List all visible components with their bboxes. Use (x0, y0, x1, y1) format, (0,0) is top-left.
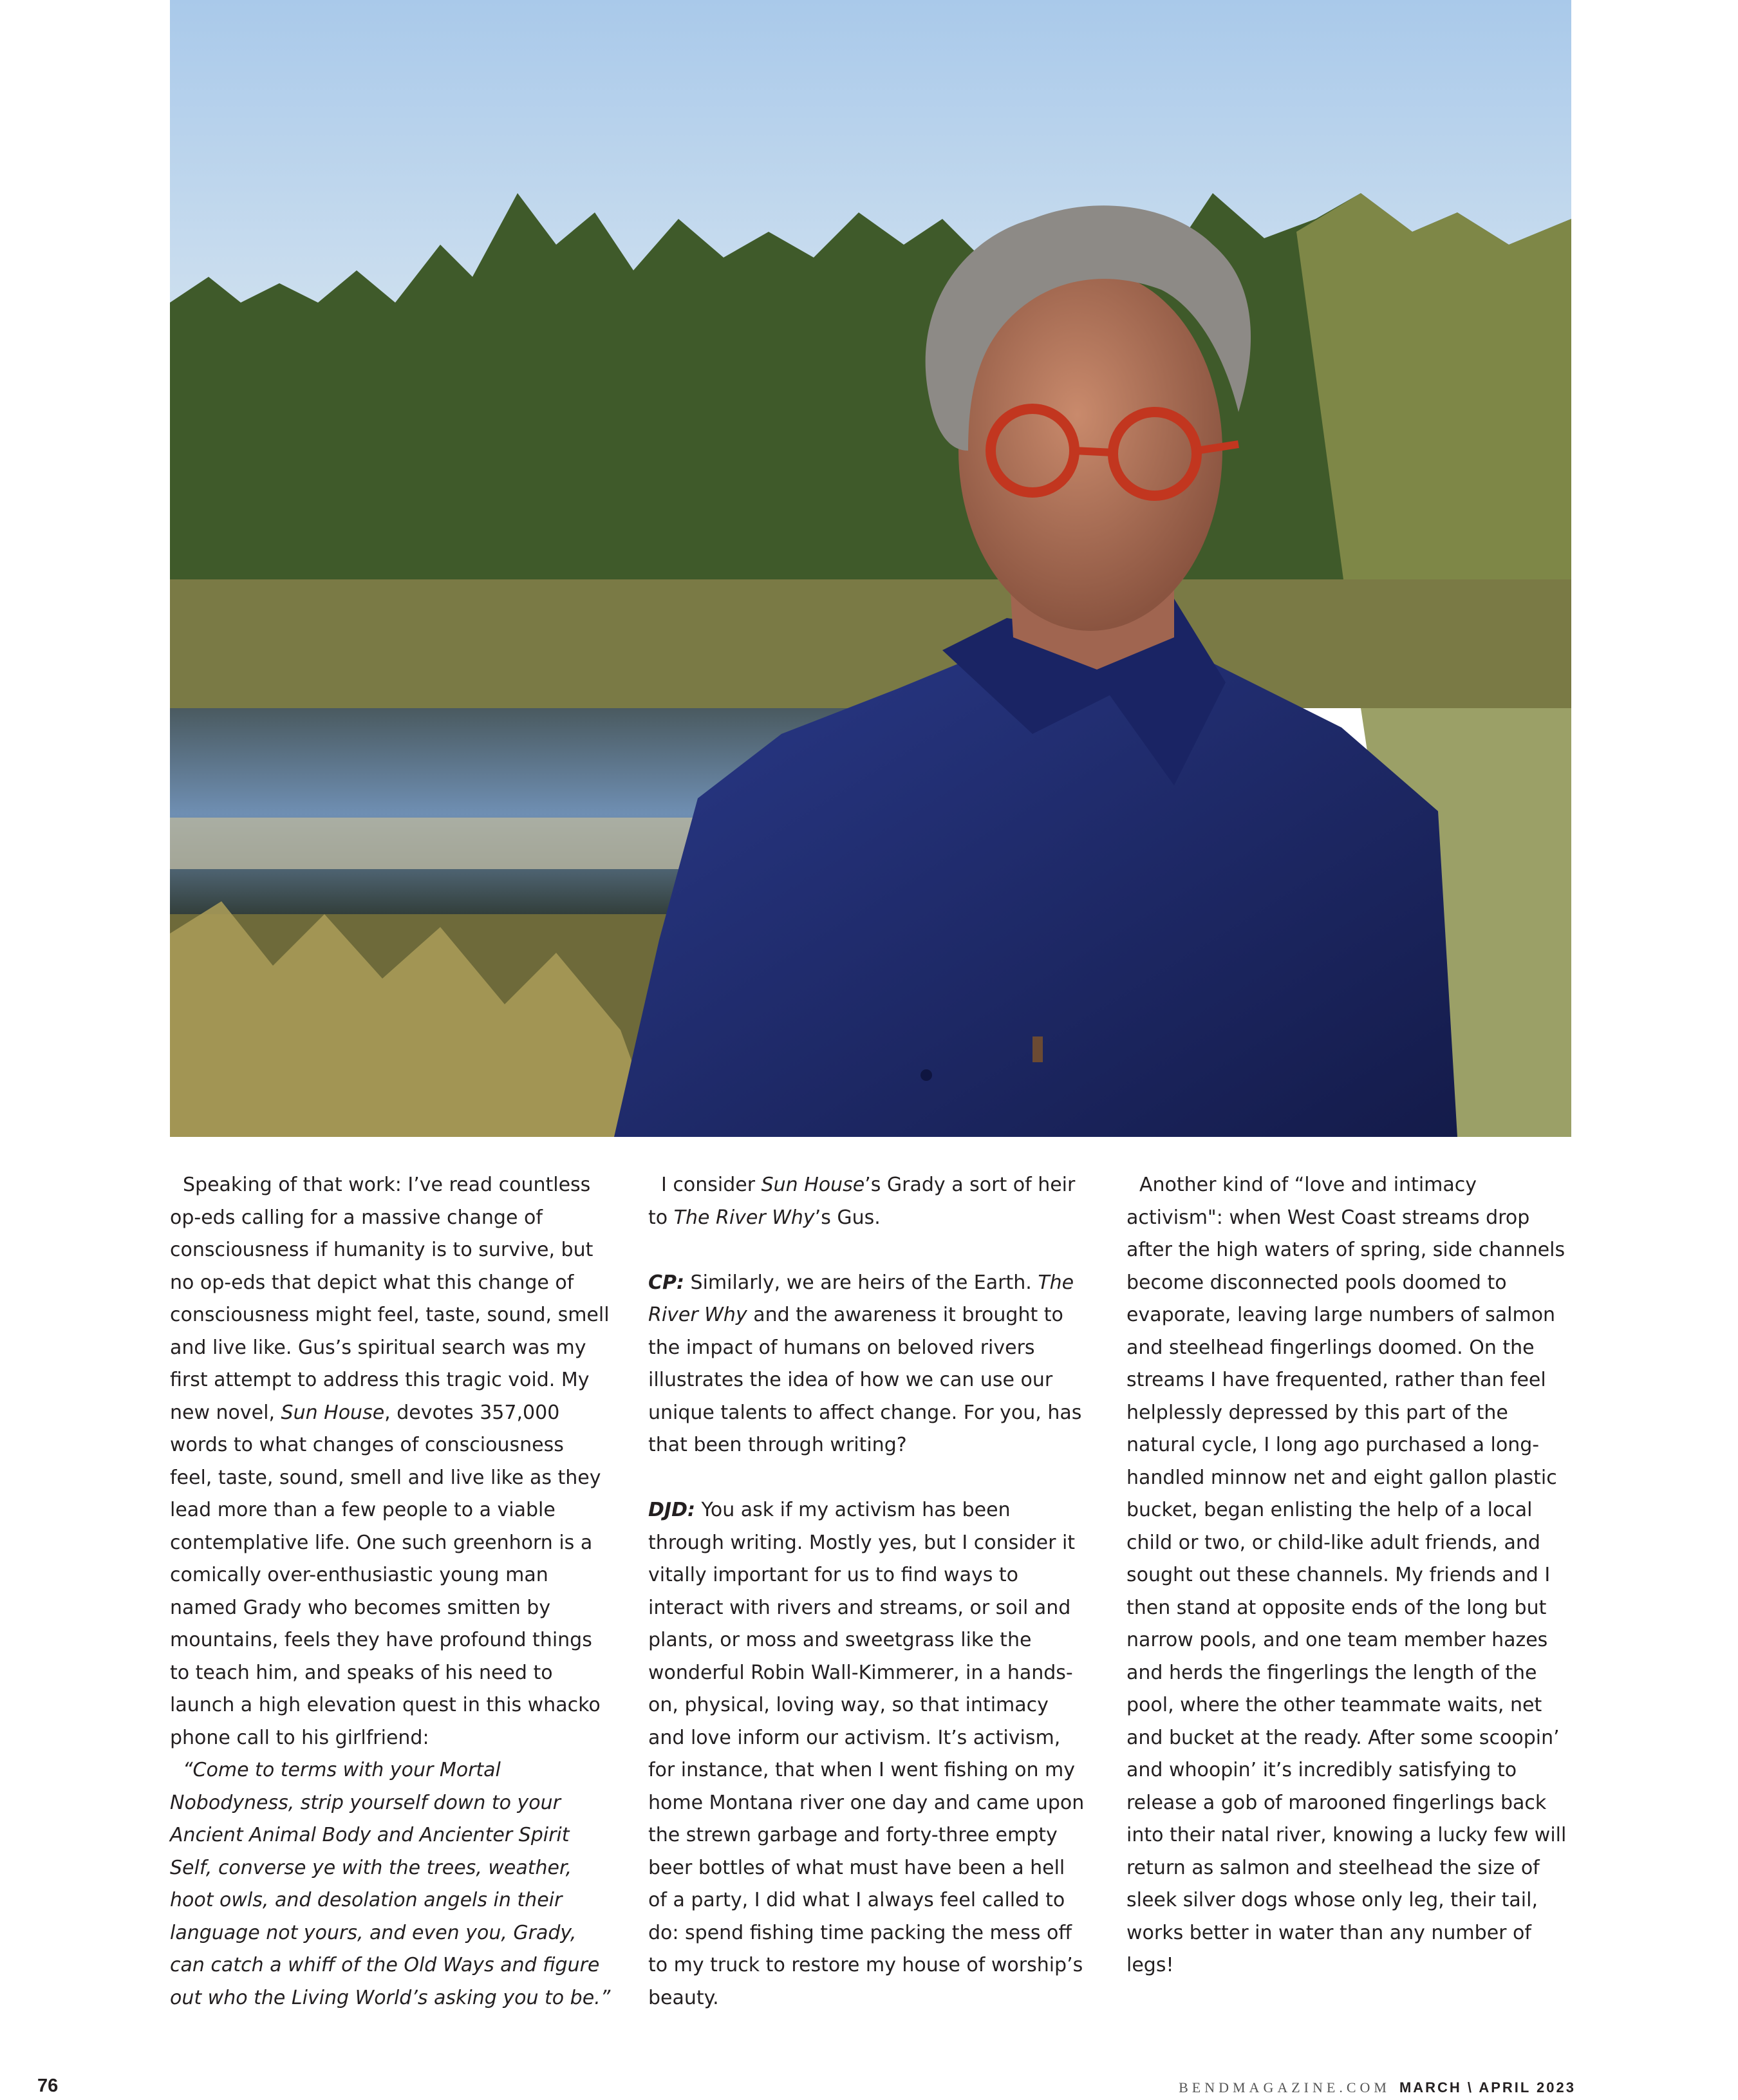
website: BENDMAGAZINE.COM (1179, 2079, 1390, 2095)
speaker-label-djd: DJD: (648, 1499, 695, 1521)
article-column-1 (170, 1169, 611, 2014)
glasses-bridge (1074, 451, 1113, 453)
far-bank (170, 579, 1571, 708)
paragraph: I consider Sun House’s Grady a sort of heir to The River Why’s Gus. (648, 1174, 1076, 1229)
paragraph: Another kind of “love and intimacy activism": when West Coast streams drop after the high waters of spring, side channels become disconnected pools doomed to evaporate, leaving large numbers of salmon and steelhead fingerlings doomed. On the streams I have frequented, rather than feel helplessly depressed by this part of the natural cycle, I long ago purchased a long-handled minnow net and eight gallon plastic bucket, began enlisting the help of a local child or two, or child-like adult friends, and sought out these channels. My friends and I then stand at opposite ends of the long but narrow pools, and one team member hazes and herds the fingerlings the length of the pool, where the other teammate waits, net and bucket at the ready. After some scoopin’ and whoopin’ it’s incredibly satisfying to release a gob of marooned fingerlings back into their natal river, knowing a lucky few will return as salmon and steelhead the size of sleek silver dogs whose only leg, their tail, works better in water than any number of legs! (1126, 1174, 1567, 1976)
portrait-photo (170, 0, 1571, 1137)
shirt-button (920, 1069, 932, 1081)
shirt-tag (1033, 1036, 1043, 1062)
pull-quote: “Come to terms with your Mortal Nobodyness, strip yourself down to your Ancient Animal Body and Ancienter Spirit Self, converse ye with the trees, weather, hoot owls, and desolation angels in their language not yours, and even you, Grady, can catch a whiff of the Old Ways and figure out who the Living World’s asking you to be.” (170, 1759, 611, 2009)
page-number: 76 (37, 2076, 59, 2096)
speaker-label-cp: CP: (648, 1271, 685, 1294)
interview-answer: DJD: You ask if my activism has been through writing. Mostly yes, but I consider it vitally important for us to find ways to interact with rivers and streams, or soil and plants, or moss and sweetgrass like the wonderful Robin Wall-Kimmerer, in a hands-on, physical, loving way, so that intimacy and love inform our activism. It’s activism, for instance, that when I went fishing on my home Montana river one day and came upon the strewn garbage and forty-three empty beer bottles of what must have been a hell of a party, I did what I always feel called to do: spend fishing time packing the mess off to my truck to restore my house of worship’s beauty. (648, 1499, 1085, 2009)
paragraph: Speaking of that work: I’ve read countless op-eds calling for a massive change of consciousness if humanity is to survive, but no op-eds that depict what this change of consciousness might feel, taste, sound, smell and live like. Gus’s spiritual search was my first attempt to address this tragic void. My new novel, Sun House, devotes 357,000 words to what changes of consciousness feel, taste, sound, smell and live like as they lead more than a few people to a viable contemplative life. One such greenhorn is a comically over-enthusiastic young man named Grady who becomes smitten by mountains, feels they have profound things to teach him, and speaks of his need to launch a high elevation quest in this whacko phone call to his girlfriend: (170, 1174, 610, 1749)
interview-question: CP: Similarly, we are heirs of the Earth. The River Why and the awareness it brought to the impact of humans on beloved rivers illustrates the idea of how we can use our unique talents to affect change. For you, has that been through writing? (648, 1271, 1082, 1456)
footer-credit (1179, 2079, 1576, 2096)
article-column-3 (1126, 1169, 1567, 1982)
article-column-2 (648, 1169, 1089, 2014)
issue-date: MARCH \ APRIL 2023 (1399, 2079, 1576, 2095)
